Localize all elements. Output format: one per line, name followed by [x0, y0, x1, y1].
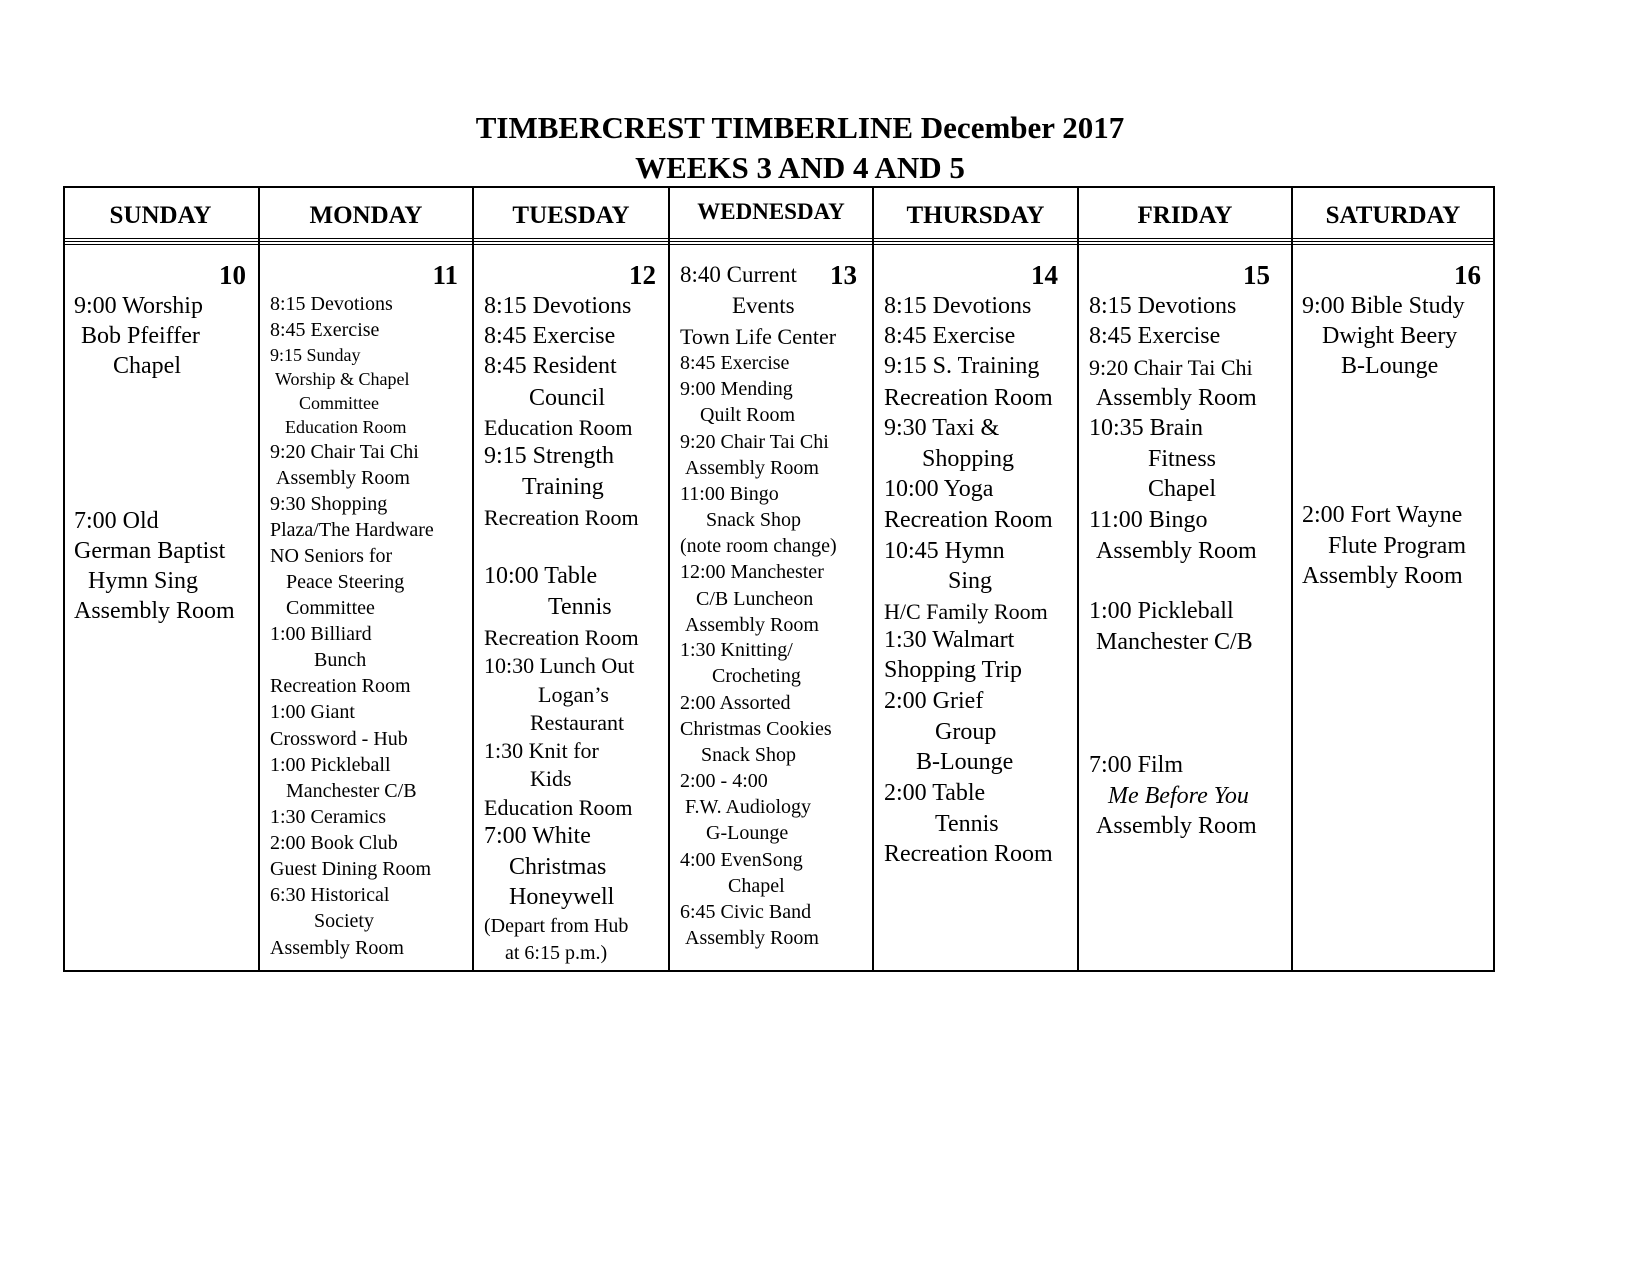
event-line: Plaza/The Hardware: [270, 519, 434, 541]
event-line: 9:30 Shopping: [270, 493, 388, 515]
event-line: Events: [732, 293, 795, 318]
event-line: Christmas: [509, 854, 607, 880]
event-line: Education Room: [484, 415, 633, 440]
event-line: 6:45 Civic Band: [680, 901, 812, 923]
event-line: Quilt Room: [700, 404, 796, 426]
event-line: G-Lounge: [706, 822, 789, 844]
event-line: 2:00 Fort Wayne: [1302, 502, 1463, 528]
event-line: Council: [529, 385, 605, 411]
event-line: 8:45 Exercise: [1089, 323, 1221, 349]
event-line: 8:45 Resident: [484, 353, 617, 379]
event-line: 6:30 Historical: [270, 884, 390, 906]
event-line: 11:00 Bingo: [1089, 507, 1208, 533]
event-line: Assembly Room: [685, 614, 819, 636]
event-line: Recreation Room: [884, 385, 1053, 411]
event-line: 2:00 Grief: [884, 688, 984, 714]
event-line: Assembly Room: [685, 457, 819, 479]
event-line: 1:00 Giant: [270, 701, 355, 723]
event-line: Peace Steering: [286, 571, 405, 593]
event-line: Chapel: [113, 353, 181, 379]
event-line: 10:00 Table: [484, 563, 598, 589]
header-divider: [63, 241, 1495, 242]
event-line: Worship & Chapel: [275, 369, 410, 389]
event-line: 8:45 Exercise: [884, 323, 1016, 349]
event-line: Sing: [948, 568, 993, 594]
day-header-monday: MONDAY: [309, 202, 423, 229]
date-number: 16: [1454, 260, 1481, 290]
event-line: Assembly Room: [1096, 385, 1257, 411]
event-line: Recreation Room: [270, 675, 411, 697]
event-line: Town Life Center: [680, 324, 837, 349]
event-line: 9:15 Sunday: [270, 345, 361, 365]
event-line: Hymn Sing: [88, 568, 199, 594]
day-header-thursday: THURSDAY: [906, 202, 1045, 229]
event-line: F.W. Audiology: [685, 796, 812, 818]
event-line: C/B Luncheon: [696, 588, 814, 610]
event-line: 8:45 Exercise: [270, 319, 380, 341]
event-line: Assembly Room: [74, 598, 235, 624]
column-divider: [258, 186, 260, 972]
event-line: Chapel: [728, 875, 785, 897]
event-line: Chapel: [1148, 476, 1216, 502]
event-line: Snack Shop: [706, 509, 801, 531]
event-line: German Baptist: [74, 538, 226, 564]
event-line: 9:15 S. Training: [884, 353, 1040, 379]
day-header-wednesday: WEDNESDAY: [697, 199, 845, 224]
calendar-title: TIMBERCREST TIMBERLINE December 2017: [475, 110, 1125, 145]
event-line: 9:20 Chair Tai Chi: [680, 431, 829, 453]
film-title: Me Before You: [1108, 783, 1249, 809]
header-divider: [63, 244, 1495, 245]
event-line: 2:00 Book Club: [270, 832, 398, 854]
event-line: B-Lounge: [916, 749, 1014, 775]
event-line: Recreation Room: [884, 841, 1053, 867]
date-number: 10: [219, 260, 246, 290]
event-line: 1:00 Billiard: [270, 623, 372, 645]
event-line: Assembly Room: [1096, 813, 1257, 839]
event-line: (Depart from Hub: [484, 915, 629, 937]
event-line: 1:30 Knitting/: [680, 639, 793, 661]
day-header-tuesday: TUESDAY: [512, 202, 630, 229]
calendar-subtitle: WEEKS 3 AND 4 AND 5: [635, 150, 965, 185]
event-line: Training: [522, 474, 604, 500]
event-line: 1:30 Walmart: [884, 627, 1015, 653]
event-line: B-Lounge: [1341, 353, 1439, 379]
event-line: 1:30 Knit for: [484, 738, 599, 763]
event-line: 8:15 Devotions: [1089, 293, 1237, 319]
column-divider: [668, 186, 670, 972]
event-line: Tennis: [935, 811, 999, 837]
column-divider: [472, 186, 474, 972]
event-line: 4:00 EvenSong: [680, 849, 803, 871]
event-line: 10:45 Hymn: [884, 538, 1005, 564]
event-line: 1:30 Ceramics: [270, 806, 387, 828]
event-line: 7:00 Old: [74, 508, 159, 534]
event-line: 8:45 Exercise: [680, 352, 790, 374]
event-line: 9:20 Chair Tai Chi: [270, 441, 419, 463]
event-line: Education Room: [285, 417, 407, 437]
event-line: 9:20 Chair Tai Chi: [1089, 355, 1253, 380]
header-divider: [63, 238, 1495, 239]
event-line: 10:35 Brain: [1089, 415, 1203, 441]
event-line: Education Room: [484, 795, 633, 820]
event-line: Honeywell: [509, 884, 615, 910]
event-line: 2:00 - 4:00: [680, 770, 768, 792]
event-line: Kids: [530, 766, 572, 791]
event-line: 9:00 Mending: [680, 378, 793, 400]
event-line: at 6:15 p.m.): [505, 942, 608, 964]
event-line: 7:00 White: [484, 823, 591, 849]
event-line: 9:00 Bible Study: [1302, 293, 1465, 319]
event-line: 2:00 Table: [884, 780, 986, 806]
column-divider: [1077, 186, 1079, 972]
event-line: Restaurant: [530, 710, 625, 735]
event-line: Assembly Room: [685, 927, 819, 949]
date-number: 13: [830, 260, 857, 290]
event-line: Logan’s: [538, 682, 609, 707]
event-line: 8:15 Devotions: [884, 293, 1032, 319]
event-line: Committee: [286, 597, 375, 619]
event-line: Tennis: [548, 594, 612, 620]
event-line: 10:30 Lunch Out: [484, 653, 635, 678]
event-line: Committee: [299, 393, 379, 413]
event-line: 2:00 Assorted: [680, 692, 791, 714]
event-line: Crossword - Hub: [270, 728, 408, 750]
event-line: 8:15 Devotions: [484, 293, 632, 319]
column-divider: [872, 186, 874, 972]
event-line: Dwight Beery: [1322, 323, 1458, 349]
event-line: 8:40 Current: [680, 262, 797, 287]
event-line: Flute Program: [1328, 533, 1466, 559]
event-line: Snack Shop: [701, 744, 796, 766]
event-line: 11:00 Bingo: [680, 483, 779, 505]
event-line: 8:45 Exercise: [484, 323, 616, 349]
event-line: Fitness: [1148, 446, 1217, 472]
event-line: (note room change): [680, 535, 837, 557]
date-number: 12: [629, 260, 656, 290]
event-line: 9:00 Worship: [74, 293, 203, 319]
event-line: Recreation Room: [484, 505, 639, 530]
day-header-friday: FRIDAY: [1137, 202, 1233, 229]
event-line: Manchester C/B: [1096, 629, 1253, 655]
event-line: Manchester C/B: [286, 780, 417, 802]
event-line: 7:00 Film: [1089, 752, 1184, 778]
column-divider: [1291, 186, 1293, 972]
date-number: 15: [1243, 260, 1270, 290]
event-line: Assembly Room: [1302, 563, 1463, 589]
event-line: 1:00 Pickleball: [270, 754, 391, 776]
event-line: 9:30 Taxi &: [884, 415, 1000, 441]
event-line: Bob Pfeiffer: [81, 323, 200, 349]
event-line: Guest Dining Room: [270, 858, 432, 880]
event-line: Assembly Room: [276, 467, 410, 489]
event-line: Assembly Room: [1096, 538, 1257, 564]
event-line: 8:15 Devotions: [270, 293, 393, 315]
day-header-sunday: SUNDAY: [109, 202, 212, 229]
event-line: 12:00 Manchester: [680, 561, 824, 583]
date-number: 11: [432, 260, 458, 290]
event-line: Crocheting: [712, 665, 801, 687]
day-header-saturday: SATURDAY: [1325, 202, 1461, 229]
event-line: Recreation Room: [484, 625, 639, 650]
event-line: 1:00 Pickleball: [1089, 598, 1234, 624]
event-line: Shopping: [922, 446, 1015, 472]
event-line: 10:00 Yoga: [884, 476, 994, 502]
date-number: 14: [1031, 260, 1058, 290]
event-line: Group: [935, 719, 997, 745]
event-line: NO Seniors for: [270, 545, 393, 567]
event-line: Shopping Trip: [884, 657, 1023, 683]
event-line: Assembly Room: [270, 937, 404, 959]
event-line: 9:15 Strength: [484, 443, 614, 469]
event-line: Bunch: [314, 649, 367, 671]
event-line: Christmas Cookies: [680, 718, 832, 740]
event-line: H/C Family Room: [884, 599, 1048, 624]
event-line: Society: [314, 910, 374, 932]
event-line: Recreation Room: [884, 507, 1053, 533]
